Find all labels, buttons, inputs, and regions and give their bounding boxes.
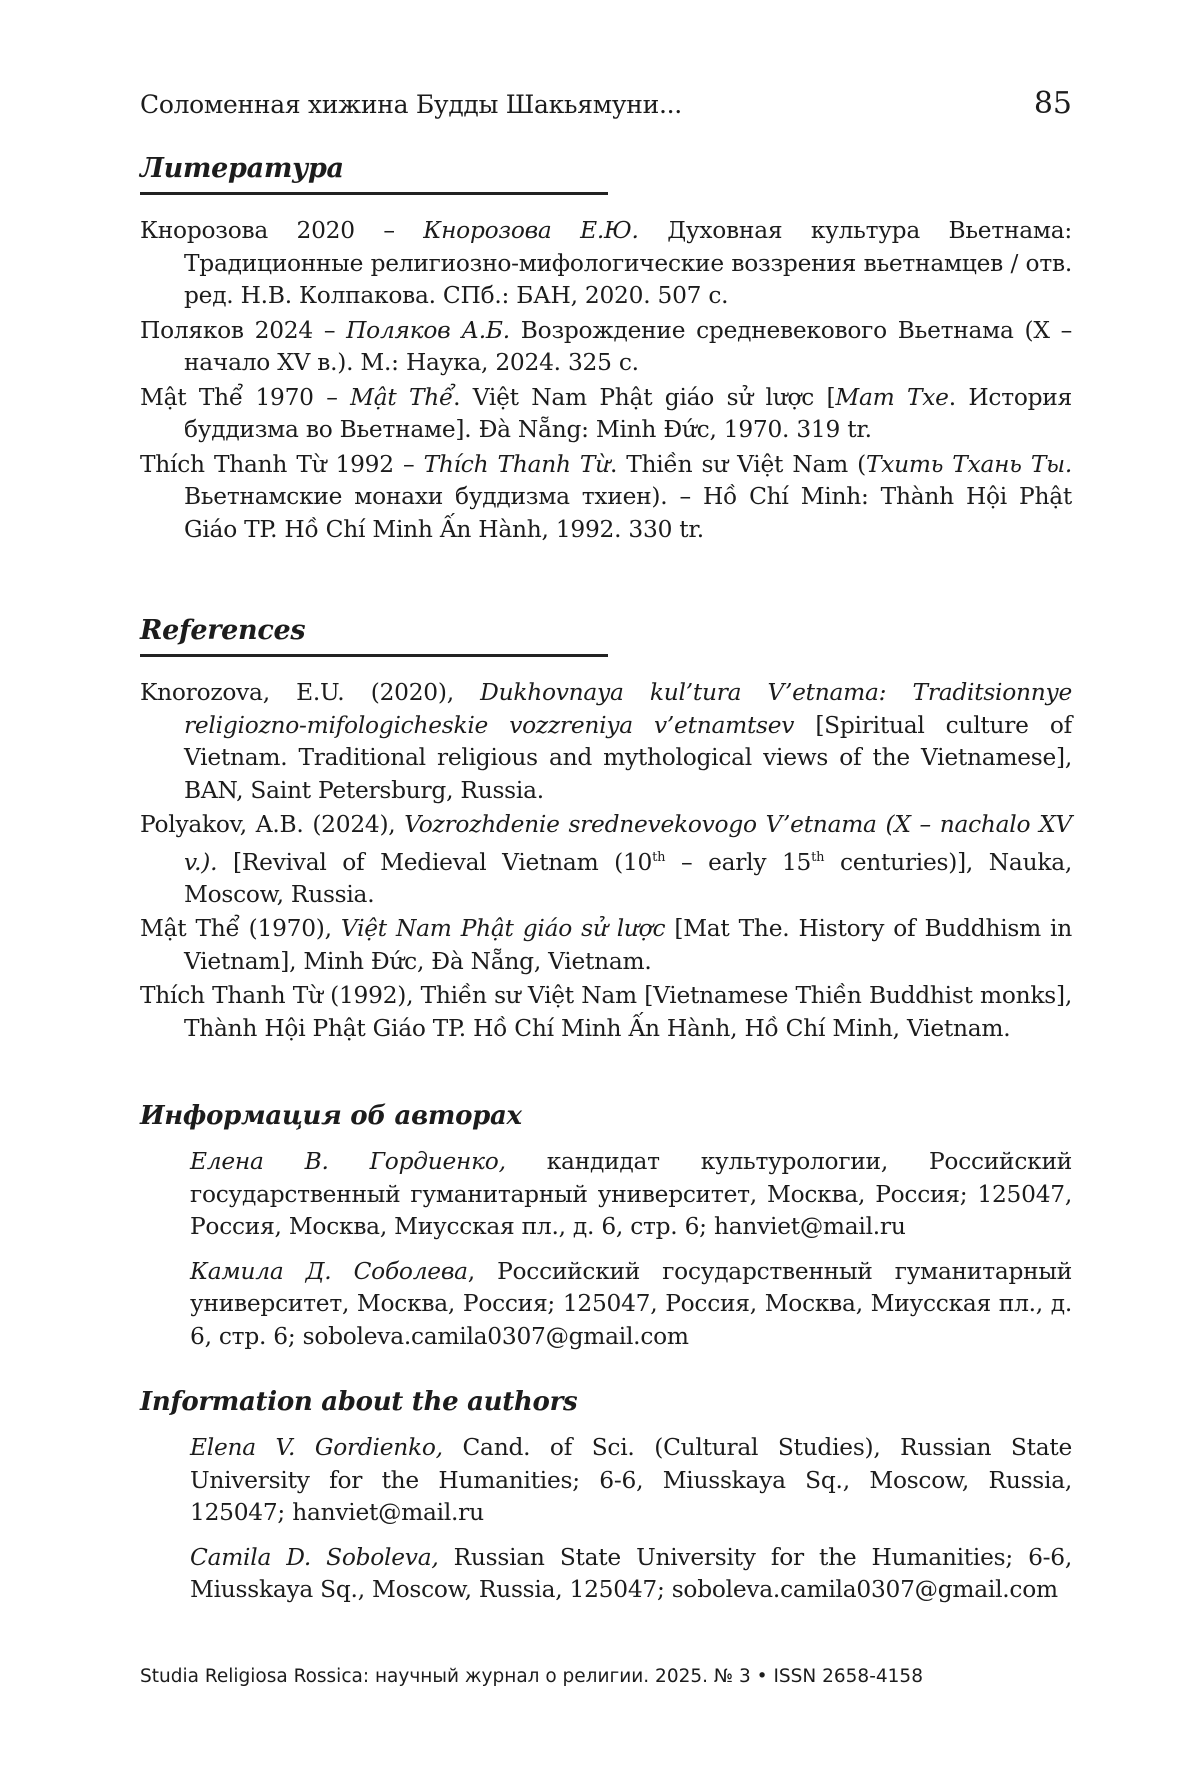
literature-entry: Кнорозова 2020 – Кнорозова Е.Ю. Духовная культура Вьетнама: Традиционные религиозно-мифологические воззрения вьетнамцев / отв. ред. Н.В. Колпакова. СПб.: БАН, 2020. 507 с. xyxy=(140,217,1072,309)
journal-footer: Studia Religiosa Rossica: научный журнал о религии. 2025. № 3 • ISSN 2658-4158 xyxy=(140,1666,923,1687)
literature-entry: Thích Thanh Từ 1992 – Thích Thanh Từ. Thiền sư Việt Nam (Тхить Тхань Ты. Вьетнамские монахи буддизма тхиен). – Hồ Chí Minh: Thành Hội Phật Giáo TP. Hồ Chí Minh Ấn Hành, 1992. 330 tr. xyxy=(140,450,1072,543)
running-header xyxy=(140,86,1072,121)
reference-entry: Polyakov, A.B. (2024), Vozrozhdenie srednevekovogo V’etnama (X – nachalo XV v.). [Revival of Medieval Vietnam (10th – early 15th centuries)], Nauka, Moscow, Russia. xyxy=(140,811,1072,908)
section-rule xyxy=(140,192,608,195)
literature-list xyxy=(140,215,1072,546)
authors-ru-title: Информация об авторах xyxy=(140,1101,522,1131)
literature-entry: Mật Thể 1970 – Mật Thể. Việt Nam Phật giáo sử lược [Мат Тхе. История буддизма во Вьетнаме]. Đà Nẵng: Minh Đức, 1970. 319 tr. xyxy=(140,383,1072,443)
reference-entry: Knorozova, E.U. (2020), Dukhovnaya kul’tura V’etnama: Traditsionnye religiozno-mifologicheskie vozzreniya v’etnamtsev [Spiritual culture of Vietnam. Traditional religious and mythological views of the Vietnamese], BAN, Saint Petersburg, Russia. xyxy=(140,679,1072,804)
literature-title: Литература xyxy=(140,153,344,184)
literature-section xyxy=(140,150,1072,548)
author-info: Elena V. Gordienko, Cand. of Sci. (Cultural Studies), Russian State University for the Humanities; 6-6, Miusskaya Sq., Moscow, Russia, 125047; hanviet@mail.ru xyxy=(190,1434,1072,1526)
author-info: Елена В. Гордиенко, кандидат культурологии, Российский государственный гуманитарный университет, Москва, Россия; 125047, Россия, Москва, Миусская пл., д. 6, стр. 6; hanviet@mail.ru xyxy=(190,1148,1073,1240)
references-title: References xyxy=(140,615,306,646)
page-number: 85 xyxy=(1033,86,1072,121)
section-rule xyxy=(140,654,608,657)
references-section xyxy=(140,612,1072,1047)
reference-entry: Mật Thể (1970), Việt Nam Phật giáo sử lược [Mat The. History of Buddhism in Vietnam], Minh Đức, Đà Nẵng, Vietnam. xyxy=(140,915,1072,975)
references-list xyxy=(140,677,1072,1045)
author-info: Camila D. Soboleva, Russian State University for the Humanities; 6-6, Miusskaya Sq., Moscow, Russia, 125047; soboleva.camila0307@gmail.com xyxy=(190,1543,1073,1603)
reference-entry: Thích Thanh Từ (1992), Thiền sư Việt Nam [Vietnamese Thiền Buddhist monks], Thành Hội Phật Giáo TP. Hồ Chí Minh Ấn Hành, Hồ Chí Minh, Vietnam. xyxy=(140,982,1072,1042)
author-info: Камила Д. Соболева, Российский государственный гуманитарный университет, Москва, Россия; 125047, Россия, Москва, Миусская пл., д. 6, стр. 6; soboleva.camila0307@gmail.com xyxy=(190,1257,1072,1350)
authors-en-title: Information about the authors xyxy=(140,1387,578,1417)
authors-ru-section xyxy=(140,1098,1072,1353)
running-title: Соломенная хижина Будды Шакьямуни... xyxy=(140,90,682,119)
literature-entry: Поляков 2024 – Поляков А.Б. Возрождение средневекового Вьетнама (X – начало XV в.). М.: Наука, 2024. 325 с. xyxy=(140,316,1072,376)
authors-en-section xyxy=(140,1384,1072,1607)
